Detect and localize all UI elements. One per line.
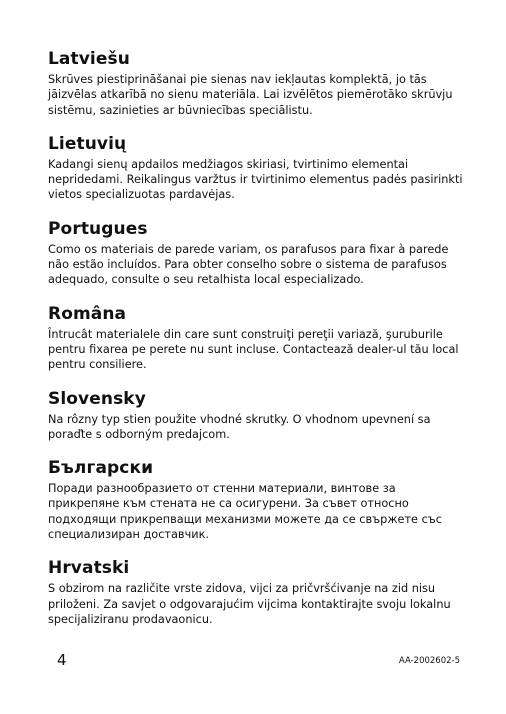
section-body: Kadangi sienų apdailos medžiagos skiriasi, tvirtinimo elementai nepridedami. Reikalingus varžtus ir tvirtinimo elementus padės pasirinkti vietos specializuotas pardavėjas. xyxy=(48,157,463,202)
section-body: S obzirom na različite vrste zidova, vijci za pričvršćivanje na zid nisu priloženi. Za savjet o odgovarajućim vijcima kontaktirajte svoju lokalnu specijaliziranu prodavaonicu. xyxy=(48,582,451,626)
section-heading: Български xyxy=(48,458,154,479)
section-hrvatski xyxy=(48,557,468,627)
document-code: AA-2002602-5 xyxy=(398,656,460,666)
section-heading: Lietuvių xyxy=(48,133,127,154)
section-heading: Latviešu xyxy=(48,49,130,69)
section-body: Skrūves piestiprināšanai pie sienas nav iekļautas komplektā, jo tās jāizvēlas atkarībā no sienu materiāla. Lai izvēlētos piemērotāko skrūvju sistēmu, sazinieties ar būvniecības speciālistu. xyxy=(48,73,453,117)
section-heading: Portugues xyxy=(48,218,148,239)
section-portugues xyxy=(48,218,468,288)
section-body: Поради разнообразието от стенни материали, винтове за прикрепяне към стената не са осигурени. За съвет относно подходящи прикрепващи механизми можете да се свържете със специализиран доставчик. xyxy=(48,482,442,542)
section-romana xyxy=(48,303,468,373)
page-number: 4 xyxy=(57,651,67,669)
section-heading: Slovensky xyxy=(48,388,146,409)
section-latviesu xyxy=(48,48,468,118)
section-heading: Hrvatski xyxy=(48,558,130,579)
document-content xyxy=(48,48,468,642)
section-lietuviu xyxy=(48,133,468,203)
section-bulgarski xyxy=(48,457,468,542)
section-body: Întrucât materialele din care sunt construiţi pereţii variază, şuruburile pentru fixarea pe perete nu sunt incluse. Contactează dealer-ul tău local pentru consiliere. xyxy=(48,327,459,372)
section-body: Na rôzny typ stien použite vhodné skrutky. O vhodnom upevnení sa poraďte s odborným predajcom. xyxy=(48,412,431,441)
section-heading: Româna xyxy=(48,303,127,324)
section-slovensky xyxy=(48,388,468,443)
section-body: Como os materiais de parede variam, os parafusos para fixar à parede não estão incluídos. Para obter conselho sobre o sistema de parafusos adequado, consulte o seu retalhista local especializado. xyxy=(48,242,449,287)
